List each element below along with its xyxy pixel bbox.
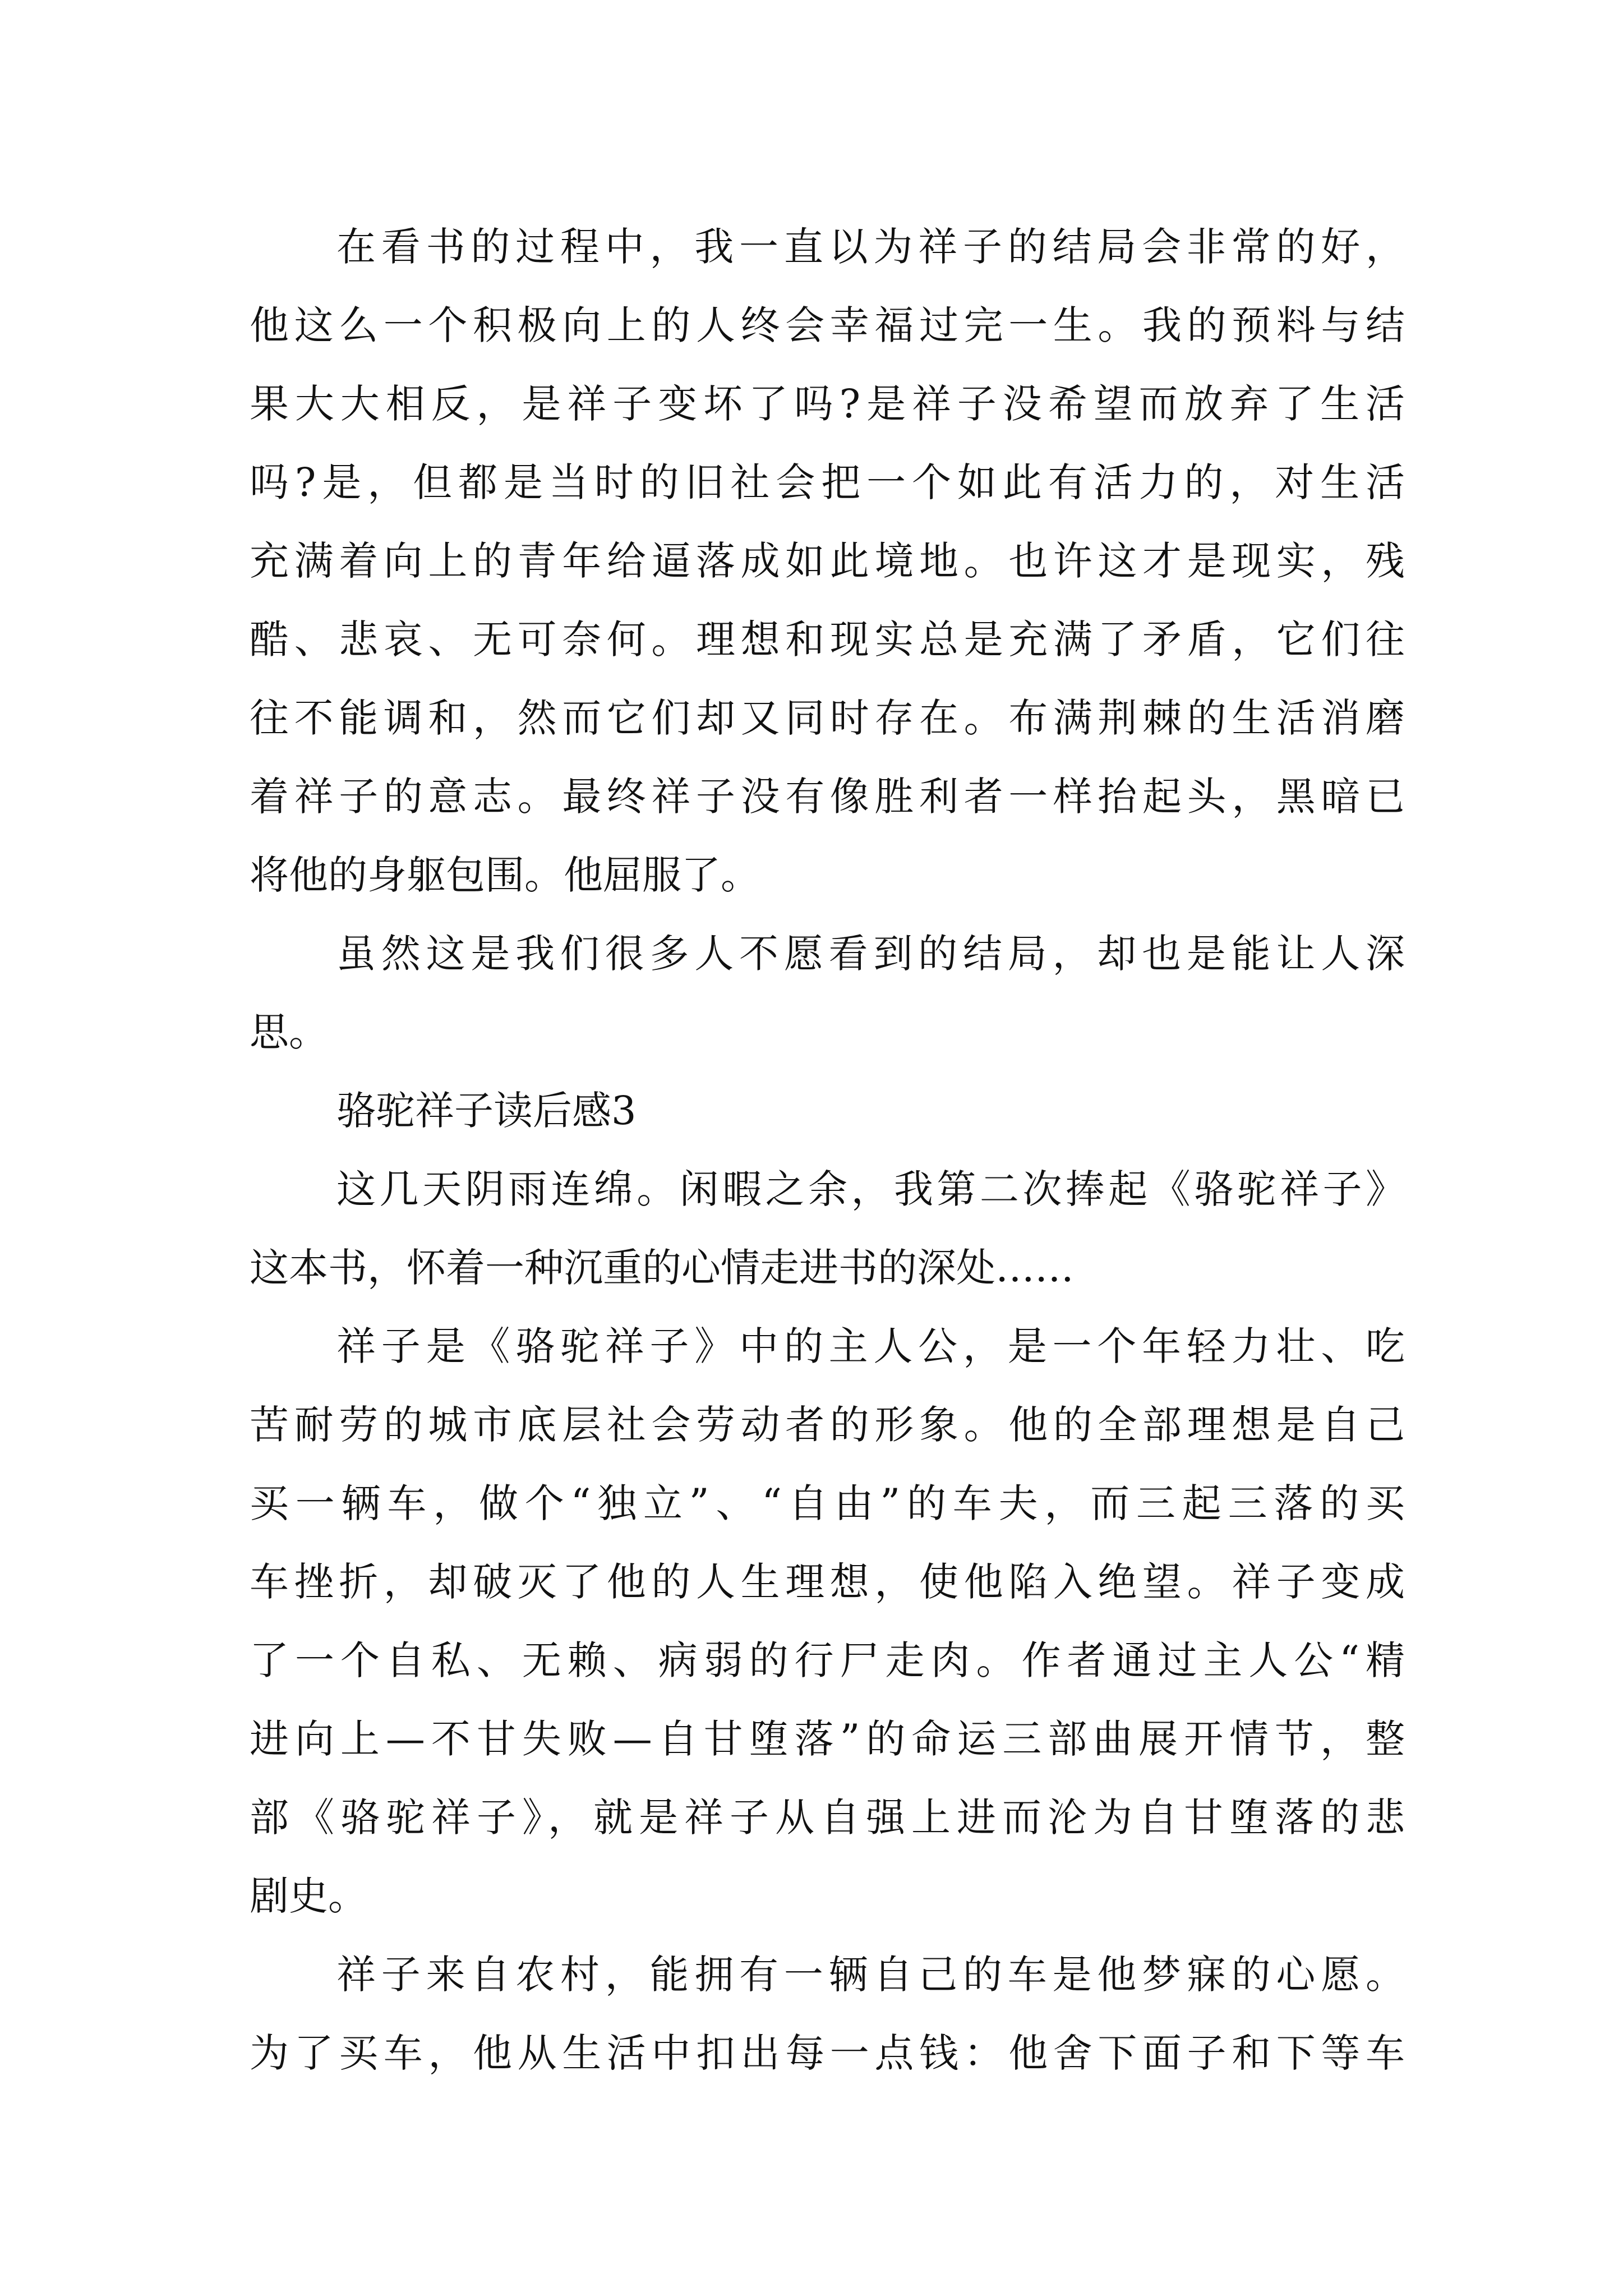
paragraph-line: 进向上—不甘失败—自甘堕落”的命运三部曲展开情节，整 <box>250 1716 1405 1762</box>
paragraph-line: 剧史。 <box>250 1873 367 1919</box>
paragraph-line: 思。 <box>250 1009 328 1055</box>
paragraph-line: 酷、悲哀、无可奈何。理想和现实总是充满了矛盾，它们往 <box>250 616 1405 662</box>
paragraph-line: 为了买车，他从生活中扣出每一点钱：他舍下面子和下等车 <box>250 2030 1405 2076</box>
paragraph-line: 充满着向上的青年给逼落成如此境地。也许这才是现实，残 <box>250 538 1405 584</box>
section-heading: 骆驼祥子读后感3 <box>336 1088 637 1134</box>
paragraph-line: 往不能调和，然而它们却又同时存在。布满荆棘的生活消磨 <box>250 695 1405 741</box>
paragraph-line: 祥子是《骆驼祥子》中的主人公，是一个年轻力壮、吃 <box>336 1323 1405 1369</box>
paragraph-line: 他这么一个积极向上的人终会幸福过完一生。我的预料与结 <box>250 302 1405 348</box>
paragraph-line: 果大大相反，是祥子变坏了吗?是祥子没希望而放弃了生活 <box>250 381 1405 427</box>
paragraph-line: 买一辆车，做个“独立”、“自由”的车夫，而三起三落的买 <box>250 1480 1405 1526</box>
paragraph-line: 在看书的过程中，我一直以为祥子的结局会非常的好， <box>336 224 1405 270</box>
paragraph-line: 部《骆驼祥子》，就是祥子从自强上进而沦为自甘堕落的悲 <box>250 1795 1405 1841</box>
paragraph-line: 祥子来自农村，能拥有一辆自己的车是他梦寐的心愿。 <box>336 1952 1405 1998</box>
paragraph-line: 这本书，怀着一种沉重的心情走进书的深处…… <box>250 1245 1074 1291</box>
paragraph-line: 了一个自私、无赖、病弱的行尸走肉。作者通过主人公“精 <box>250 1637 1405 1683</box>
paragraph-line: 吗?是，但都是当时的旧社会把一个如此有活力的，对生活 <box>250 459 1405 505</box>
paragraph-line: 着祥子的意志。最终祥子没有像胜利者一样抬起头，黑暗已 <box>250 774 1405 820</box>
paragraph-line: 车挫折，却破灭了他的人生理想，使他陷入绝望。祥子变成 <box>250 1559 1405 1605</box>
paragraph-line: 苦耐劳的城市底层社会劳动者的形象。他的全部理想是自己 <box>250 1402 1405 1448</box>
paragraph-line: 将他的身躯包围。他屈服了。 <box>250 852 760 898</box>
paragraph-line: 这几天阴雨连绵。闲暇之余，我第二次捧起《骆驼祥子》 <box>336 1166 1405 1212</box>
paragraph-line: 虽然这是我们很多人不愿看到的结局，却也是能让人深 <box>336 931 1405 977</box>
